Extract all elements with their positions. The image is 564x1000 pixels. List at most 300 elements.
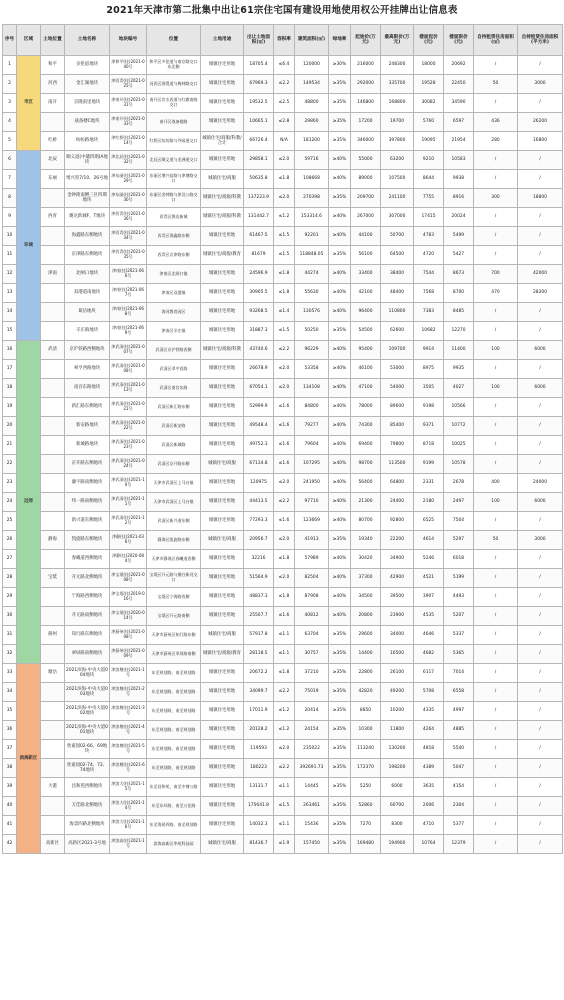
cell-fp_max: 5377 bbox=[444, 816, 474, 835]
cell-code: 津滨大(挂)2021-16号 bbox=[110, 816, 147, 835]
table-row bbox=[3, 683, 563, 702]
cell-max: 168800 bbox=[381, 94, 414, 113]
cell-area: 18705.4 bbox=[244, 56, 274, 75]
cell-green: ≥35% bbox=[329, 75, 351, 94]
cell-code: 津蓟州(挂)2021-009号 bbox=[110, 645, 147, 664]
table-row bbox=[3, 75, 563, 94]
cell-rent1: / bbox=[474, 683, 518, 702]
cell-area: 49548.4 bbox=[244, 417, 274, 436]
cell-pos: 武清区新安路 bbox=[147, 417, 201, 436]
cell-fp_start: 6117 bbox=[414, 664, 444, 683]
cell-code: 津滨塘(挂)2021-6号 bbox=[110, 759, 147, 778]
cell-area: 31887.3 bbox=[244, 322, 274, 341]
cell-gfa: 75019 bbox=[295, 683, 329, 702]
cell-start: 267000 bbox=[351, 208, 381, 227]
cell-use: 城镇住宅/商服/教育 bbox=[201, 645, 244, 664]
cell-pos: 津南区双港镇 bbox=[147, 284, 201, 303]
table-row bbox=[3, 132, 563, 151]
cell-loc bbox=[41, 303, 65, 322]
cell-use: 城镇住宅用地 bbox=[201, 94, 244, 113]
cell-rent2: 6000 bbox=[518, 379, 563, 398]
cell-rent2: / bbox=[518, 398, 563, 417]
cell-pos: 东至规划路，南至规划路 bbox=[147, 721, 201, 740]
cell-loc: 大港 bbox=[41, 778, 65, 797]
table-row bbox=[3, 398, 563, 417]
cell-start: 22800 bbox=[351, 664, 381, 683]
cell-loc bbox=[41, 227, 65, 246]
cell-pos: 东丽区增兴窑路与津塘路交口 bbox=[147, 170, 201, 189]
cell-fp_start: 7568 bbox=[414, 284, 444, 303]
cell-rent2: 18800 bbox=[518, 189, 563, 208]
cell-pos: 东至规划路，南至规划路 bbox=[147, 740, 201, 759]
cell-max: 49200 bbox=[381, 683, 414, 702]
cell-name: 高新区2021-3号地 bbox=[65, 835, 110, 854]
cell-start: 21300 bbox=[351, 493, 381, 512]
row-number: 21 bbox=[3, 436, 17, 455]
table-row bbox=[3, 94, 563, 113]
cell-area: 44413.5 bbox=[244, 493, 274, 512]
cell-name: 京隆南里地块 bbox=[65, 94, 110, 113]
cell-fp_start: 30082 bbox=[414, 94, 444, 113]
column-header: 土地位置 bbox=[41, 25, 65, 56]
cell-fp_start: 3505 bbox=[414, 379, 444, 398]
cell-area: 137223.9 bbox=[244, 189, 274, 208]
row-number: 6 bbox=[3, 151, 17, 170]
column-header: 自持租赁住房面积(平方米) bbox=[518, 25, 563, 56]
cell-gfa: 120000 bbox=[295, 56, 329, 75]
cell-fp_max: 34590 bbox=[444, 94, 474, 113]
row-number: 24 bbox=[3, 493, 17, 512]
cell-rent2: 26200 bbox=[518, 113, 563, 132]
table-row bbox=[3, 778, 563, 797]
cell-area: 34099.7 bbox=[244, 683, 274, 702]
cell-gfa: 241950 bbox=[295, 474, 329, 493]
cell-rent2: / bbox=[518, 797, 563, 816]
cell-green: ≥40% bbox=[329, 569, 351, 588]
cell-name: 翠屏路南侧地块 bbox=[65, 645, 110, 664]
cell-far: ≤1.5 bbox=[274, 246, 295, 265]
cell-gfa: 57989 bbox=[295, 550, 329, 569]
cell-start: 89000 bbox=[351, 170, 381, 189]
cell-green: ≥40% bbox=[329, 436, 351, 455]
cell-code: 津蓟州(挂)2021-008号 bbox=[110, 626, 147, 645]
cell-fp_start: 4614 bbox=[414, 531, 444, 550]
cell-rent2: / bbox=[518, 360, 563, 379]
table-row bbox=[3, 113, 563, 132]
cell-area: 26678.9 bbox=[244, 360, 274, 379]
cell-loc bbox=[41, 759, 65, 778]
cell-fp_max: 9938 bbox=[444, 170, 474, 189]
table-row bbox=[3, 284, 563, 303]
cell-pos: 东至昌和苑，南至中塘公路 bbox=[147, 778, 201, 797]
cell-gfa: 24154 bbox=[295, 721, 329, 740]
row-number: 29 bbox=[3, 588, 17, 607]
table-row bbox=[3, 664, 563, 683]
cell-start: 42820 bbox=[351, 683, 381, 702]
table-row bbox=[3, 645, 563, 664]
cell-use: 城镇住宅/商服/科教 bbox=[201, 208, 244, 227]
cell-pos: 和平区多伦道与南京路交口东北侧 bbox=[147, 56, 201, 75]
cell-far: ≤2.0 bbox=[274, 740, 295, 759]
cell-pos: 东丽区金钟路与津汉公路交口 bbox=[147, 189, 201, 208]
column-header: 楼面限价(元) bbox=[444, 25, 474, 56]
cell-far: ≤2.8 bbox=[274, 113, 295, 132]
cell-pos: 南开区宾水西道与红旗南路交口 bbox=[147, 94, 201, 113]
cell-gfa: 82504 bbox=[295, 569, 329, 588]
cell-name: 辛庄镇地块 bbox=[65, 322, 110, 341]
cell-area: 20956.7 bbox=[244, 531, 274, 550]
cell-gfa: 263461 bbox=[295, 797, 329, 816]
cell-fp_start: 4335 bbox=[414, 702, 444, 721]
cell-pos: 南开区战备楼路 bbox=[147, 113, 201, 132]
cell-far: ≤6.4 bbox=[274, 56, 295, 75]
cell-loc bbox=[41, 588, 65, 607]
cell-start: 216000 bbox=[351, 56, 381, 75]
cell-fp_start: 19095 bbox=[414, 132, 444, 151]
cell-name: 赛达新城F、T地块 bbox=[65, 208, 110, 227]
cell-rent1: / bbox=[474, 94, 518, 113]
row-number: 38 bbox=[3, 759, 17, 778]
page-title: 2021年天津市第二批集中出让61宗住宅国有建设用地使用权公开挂牌出让信息表 bbox=[106, 5, 458, 16]
cell-gfa: 123669 bbox=[295, 512, 329, 531]
cell-rent1: / bbox=[474, 512, 518, 531]
cell-pos: 东至规划路，南至规划路 bbox=[147, 702, 201, 721]
cell-far: ≤2.0 bbox=[274, 151, 295, 170]
column-header: 地块编号 bbox=[110, 25, 147, 56]
cell-use: 城镇住宅用地 bbox=[201, 398, 244, 417]
cell-loc: 静海 bbox=[41, 531, 65, 550]
cell-area: 17011.9 bbox=[244, 702, 274, 721]
cell-start: 74300 bbox=[351, 417, 381, 436]
cell-code: 津西青(挂)2021-034号 bbox=[110, 227, 147, 246]
cell-start: 17200 bbox=[351, 113, 381, 132]
cell-start: 54500 bbox=[351, 322, 381, 341]
cell-rent1: / bbox=[474, 360, 518, 379]
cell-use: 城镇住宅用地 bbox=[201, 797, 244, 816]
cell-fp_start: 5246 bbox=[414, 550, 444, 569]
cell-fp_start: 4389 bbox=[414, 759, 444, 778]
cell-code: 津武清(挂)2021-022号 bbox=[110, 417, 147, 436]
cell-use: 城镇住宅用地 bbox=[201, 816, 244, 835]
cell-gfa: 270398 bbox=[295, 189, 329, 208]
cell-max: 22200 bbox=[381, 531, 414, 550]
cell-code: 津武清(挂)2021-12号 bbox=[110, 512, 147, 531]
cell-fp_max: 20692 bbox=[444, 56, 474, 75]
cell-green: ≥35% bbox=[329, 835, 351, 854]
cell-rent2: / bbox=[518, 94, 563, 113]
cell-max: 107500 bbox=[381, 170, 414, 189]
cell-fp_start: 9914 bbox=[414, 341, 444, 360]
cell-max: 50700 bbox=[381, 227, 414, 246]
cell-fp_max: 8916 bbox=[444, 189, 474, 208]
cell-code: 津武清(挂)2021-024号 bbox=[110, 455, 147, 474]
cell-green: ≥35% bbox=[329, 721, 351, 740]
cell-max: 26100 bbox=[381, 664, 414, 683]
cell-far: ≤1.8 bbox=[274, 265, 295, 284]
cell-rent1: / bbox=[474, 322, 518, 341]
row-number: 15 bbox=[3, 322, 17, 341]
row-number: 26 bbox=[3, 531, 17, 550]
cell-loc: 西青 bbox=[41, 208, 65, 227]
cell-max: 248300 bbox=[381, 56, 414, 75]
cell-loc bbox=[41, 113, 65, 132]
cell-pos: 武清区南宫东路 bbox=[147, 379, 201, 398]
cell-gfa: 108668 bbox=[295, 170, 329, 189]
cell-code: 津武清(挂)2021-11号 bbox=[110, 493, 147, 512]
cell-loc bbox=[41, 683, 65, 702]
cell-green: ≥40% bbox=[329, 170, 351, 189]
cell-green: ≥35% bbox=[329, 189, 351, 208]
cell-pos: 武清区京开路东侧 bbox=[147, 455, 201, 474]
cell-far: ≤1.2 bbox=[274, 721, 295, 740]
table-row bbox=[3, 227, 563, 246]
cell-far: ≤1.5 bbox=[274, 322, 295, 341]
cell-far: ≤1.6 bbox=[274, 607, 295, 626]
cell-green: ≥40% bbox=[329, 417, 351, 436]
cell-max: 62600 bbox=[381, 322, 414, 341]
cell-loc bbox=[41, 322, 65, 341]
cell-area: 81436.7 bbox=[244, 835, 274, 854]
cell-fp_start: 2180 bbox=[414, 493, 444, 512]
cell-code: 津南(挂)2021-069号 bbox=[110, 322, 147, 341]
row-number: 40 bbox=[3, 797, 17, 816]
row-number: 41 bbox=[3, 816, 17, 835]
cell-name: 海鑫路东侧地块 bbox=[65, 227, 110, 246]
cell-max: 48400 bbox=[381, 284, 414, 303]
cell-loc bbox=[41, 474, 65, 493]
cell-name: 金钟街南侧三区四期地块 bbox=[65, 189, 110, 208]
cell-pos: 津南区北闸口镇 bbox=[147, 265, 201, 284]
cell-start: 8850 bbox=[351, 702, 381, 721]
cell-rent2: / bbox=[518, 512, 563, 531]
cell-rent1: / bbox=[474, 759, 518, 778]
cell-fp_start: 9199 bbox=[414, 455, 444, 474]
cell-green: ≥40% bbox=[329, 227, 351, 246]
cell-fp_max: 12379 bbox=[444, 835, 474, 854]
district-cell: 远郊 bbox=[17, 341, 41, 664]
table-row bbox=[3, 303, 563, 322]
cell-fp_max: 10578 bbox=[444, 455, 474, 474]
column-header: 绿地率 bbox=[329, 25, 351, 56]
cell-use: 城镇住宅/商服 bbox=[201, 835, 244, 854]
cell-rent2: / bbox=[518, 56, 563, 75]
cell-name: 开元路北侧地块 bbox=[65, 569, 110, 588]
table-body bbox=[3, 56, 563, 854]
row-number: 5 bbox=[3, 132, 17, 151]
cell-use: 城镇住宅/商服/科教/合计 bbox=[201, 132, 244, 151]
cell-fp_max: 8485 bbox=[444, 303, 474, 322]
cell-fp_max: 8673 bbox=[444, 265, 474, 284]
cell-loc: 南开 bbox=[41, 94, 65, 113]
cell-far: N/A bbox=[274, 132, 295, 151]
cell-start: 69400 bbox=[351, 436, 381, 455]
cell-name: 海景四路北侧地块 bbox=[65, 816, 110, 835]
cell-gfa: 84800 bbox=[295, 398, 329, 417]
cell-pos: 红桥区纺纺路与芥园道交口 bbox=[147, 132, 201, 151]
cell-fp_max: 21954 bbox=[444, 132, 474, 151]
cell-use: 城镇住宅用地 bbox=[201, 683, 244, 702]
cell-rent1: 470 bbox=[474, 284, 518, 303]
table-row bbox=[3, 417, 563, 436]
cell-rent2: / bbox=[518, 816, 563, 835]
cell-gfa: 20414 bbox=[295, 702, 329, 721]
cell-use: 城镇住宅用地 bbox=[201, 474, 244, 493]
cell-far: ≤2.0 bbox=[274, 531, 295, 550]
cell-rent1: / bbox=[474, 208, 518, 227]
cell-max: 39500 bbox=[381, 588, 414, 607]
cell-pos: 宝坻区开元路南侧 bbox=[147, 607, 201, 626]
row-number: 8 bbox=[3, 189, 17, 208]
cell-far: ≤1.1 bbox=[274, 816, 295, 835]
cell-loc bbox=[41, 493, 65, 512]
cell-max: 42900 bbox=[381, 569, 414, 588]
table-row bbox=[3, 265, 563, 284]
cell-name: 新兴道东侧地块 bbox=[65, 512, 110, 531]
cell-use: 城镇住宅用地 bbox=[201, 417, 244, 436]
cell-fp_max: 4997 bbox=[444, 702, 474, 721]
cell-fp_start: 9371 bbox=[414, 417, 444, 436]
cell-name: 增兴窑7/10、26号地 bbox=[65, 170, 110, 189]
cell-start: 52860 bbox=[351, 797, 381, 816]
cell-area: 28118.5 bbox=[244, 645, 274, 664]
cell-use: 城镇住宅用地 bbox=[201, 740, 244, 759]
table-row bbox=[3, 56, 563, 75]
table-row bbox=[3, 835, 563, 854]
cell-rent2: / bbox=[518, 170, 563, 189]
cell-area: 175641.8 bbox=[244, 797, 274, 816]
cell-green: ≥40% bbox=[329, 493, 351, 512]
cell-fp_max: 10772 bbox=[444, 417, 474, 436]
cell-name: 春曦道西侧地块 bbox=[65, 550, 110, 569]
cell-rent1: / bbox=[474, 436, 518, 455]
cell-loc: 津南 bbox=[41, 265, 65, 284]
cell-max: 64500 bbox=[381, 246, 414, 265]
cell-fp_max: 2678 bbox=[444, 474, 474, 493]
cell-green: ≥40% bbox=[329, 455, 351, 474]
cell-name: 万佳路北侧地块 bbox=[65, 797, 110, 816]
cell-start: 20800 bbox=[351, 607, 381, 626]
cell-use: 城镇住宅/商服 bbox=[201, 531, 244, 550]
cell-code: 津西青(挂)2021-025号 bbox=[110, 75, 147, 94]
cell-start: 5250 bbox=[351, 778, 381, 797]
cell-green: ≥35% bbox=[329, 778, 351, 797]
cell-gfa: 235022 bbox=[295, 740, 329, 759]
table-row bbox=[3, 626, 563, 645]
cell-area: 131442.7 bbox=[244, 208, 274, 227]
table-row bbox=[3, 360, 563, 379]
cell-rent1: / bbox=[474, 56, 518, 75]
cell-gfa: 392691.73 bbox=[295, 759, 329, 778]
cell-fp_start: 6525 bbox=[414, 512, 444, 531]
cell-loc bbox=[41, 455, 65, 474]
cell-area: 67969.3 bbox=[244, 75, 274, 94]
cell-use: 城镇住宅/商服/科教 bbox=[201, 189, 244, 208]
cell-rent1: / bbox=[474, 151, 518, 170]
cell-fp_max: 5207 bbox=[444, 607, 474, 626]
cell-name: 2021滨海-中央大道003地块 bbox=[65, 683, 110, 702]
row-number: 2 bbox=[3, 75, 17, 94]
column-header: 序号 bbox=[3, 25, 17, 56]
cell-start: 96400 bbox=[351, 303, 381, 322]
cell-far: ≤1.6 bbox=[274, 455, 295, 474]
cell-code: 津滨大(挂)2021-14号 bbox=[110, 797, 147, 816]
cell-far: ≤1.6 bbox=[274, 417, 295, 436]
cell-area: 24596.9 bbox=[244, 265, 274, 284]
table-row bbox=[3, 702, 563, 721]
row-number: 20 bbox=[3, 417, 17, 436]
table-row bbox=[3, 341, 563, 360]
cell-code: 津南开(挂)2021-031号 bbox=[110, 94, 147, 113]
cell-loc: 和平 bbox=[41, 56, 65, 75]
row-number: 36 bbox=[3, 721, 17, 740]
cell-area: 67054.1 bbox=[244, 379, 274, 398]
table-row bbox=[3, 170, 563, 189]
cell-max: 10200 bbox=[381, 702, 414, 721]
cell-fp_max: 10025 bbox=[444, 436, 474, 455]
cell-code: 津武清(挂)2021-013号 bbox=[110, 379, 147, 398]
cell-start: 292000 bbox=[351, 75, 381, 94]
cell-name: 多伦道地块 bbox=[65, 56, 110, 75]
cell-use: 城镇住宅用地 bbox=[201, 227, 244, 246]
table-row bbox=[3, 436, 563, 455]
cell-far: ≤2.2 bbox=[274, 759, 295, 778]
district-cell: 环城 bbox=[17, 151, 41, 341]
cell-use: 城镇住宅用地 bbox=[201, 778, 244, 797]
cell-use: 城镇住宅/商服/教育 bbox=[201, 246, 244, 265]
cell-rent2: / bbox=[518, 436, 563, 455]
cell-name: 双港道南地块 bbox=[65, 284, 110, 303]
cell-green: ≥35% bbox=[329, 113, 351, 132]
cell-max: 23900 bbox=[381, 607, 414, 626]
cell-green: ≥40% bbox=[329, 588, 351, 607]
cell-area: 67134.8 bbox=[244, 455, 274, 474]
row-number: 35 bbox=[3, 702, 17, 721]
cell-area: 25507.7 bbox=[244, 607, 274, 626]
cell-gfa: 130576 bbox=[295, 303, 329, 322]
table-row bbox=[3, 721, 563, 740]
cell-rent1: / bbox=[474, 721, 518, 740]
cell-fp_start: 4710 bbox=[414, 816, 444, 835]
cell-rent1: / bbox=[474, 664, 518, 683]
cell-max: 92800 bbox=[381, 512, 414, 531]
cell-area: 52999.9 bbox=[244, 398, 274, 417]
column-header: 自持租赁住房面积(㎡) bbox=[474, 25, 518, 56]
cell-fp_max: 5427 bbox=[444, 246, 474, 265]
cell-pos: 西青区京津路东侧 bbox=[147, 246, 201, 265]
cell-fp_start: 4521 bbox=[414, 569, 444, 588]
cell-name: 开元路南侧地块 bbox=[65, 607, 110, 626]
cell-gfa: 149534 bbox=[295, 75, 329, 94]
cell-name: 翠亨西路地块 bbox=[65, 360, 110, 379]
cell-max: 6000 bbox=[381, 778, 414, 797]
cell-fp_start: 2006 bbox=[414, 797, 444, 816]
cell-pos: 武清区新城路 bbox=[147, 436, 201, 455]
cell-fp_max: 11400 bbox=[444, 341, 474, 360]
cell-green: ≥40% bbox=[329, 265, 351, 284]
cell-use: 城镇住宅/商服 bbox=[201, 455, 244, 474]
cell-start: 33400 bbox=[351, 265, 381, 284]
cell-use: 城镇住宅用地 bbox=[201, 702, 244, 721]
cell-area: 19532.5 bbox=[244, 94, 274, 113]
cell-rent1: 280 bbox=[474, 132, 518, 151]
cell-area: 29858.1 bbox=[244, 151, 274, 170]
table-row bbox=[3, 607, 563, 626]
cell-name: 顺义道(中储四期)A地块 bbox=[65, 151, 110, 170]
cell-far: ≤1.8 bbox=[274, 550, 295, 569]
cell-fp_start: 8644 bbox=[414, 170, 444, 189]
cell-far: ≤1.8 bbox=[274, 588, 295, 607]
cell-gfa: 41913 bbox=[295, 531, 329, 550]
